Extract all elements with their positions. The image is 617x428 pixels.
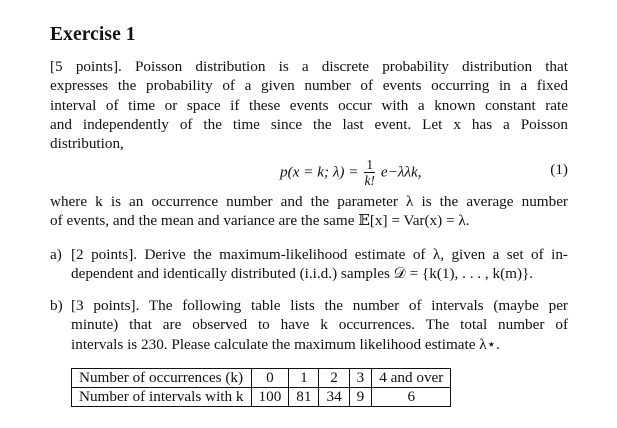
table-row (72, 369, 451, 388)
part-a-line: dependent and identically distributed (i.i.d.) samples 𝒟 = {k(1), . . . , k(m)}. (71, 265, 534, 283)
table-cell: 1 (289, 369, 319, 388)
table-row-label: Number of intervals with k (72, 388, 252, 407)
table-cell: 4 and over (372, 369, 451, 388)
table-cell: 34 (319, 388, 349, 407)
part-a-line: [2 points]. Derive the maximum-likelihood estimate of λ, given a set of in- (71, 246, 568, 263)
intro-line: distribution, (50, 135, 124, 153)
fraction-numerator: 1 (366, 157, 374, 172)
part-b (50, 296, 568, 356)
equation-fraction (364, 158, 375, 188)
part-a-text (71, 245, 568, 284)
equation-number: (1) (550, 161, 568, 178)
part-b-line: [3 points]. The following table lists the number of intervals (maybe per (71, 297, 568, 314)
after-eq-line: where k is an occurrence number and the parameter λ is the average number (50, 193, 568, 210)
table-cell: 9 (349, 388, 372, 407)
fraction-denominator: k! (364, 173, 375, 188)
equation-body (280, 158, 422, 188)
part-a (50, 245, 568, 285)
intro-line: [5 points]. Poisson distribution is a discrete probability distribution that (50, 58, 568, 75)
table-row-label: Number of occurrences (k) (72, 369, 252, 388)
table-cell: 6 (372, 388, 451, 407)
intro-line: and independently of the time since the last event. Let x has a Poisson (50, 115, 568, 133)
part-b-line: minute) that are observed to have k occurrences. The total number of (71, 316, 568, 334)
exercise-title: Exercise 1 (50, 24, 136, 45)
poisson-equation (50, 152, 568, 192)
after-eq-line: of events, and the mean and variance are the same 𝔼[x] = Var(x) = λ. (50, 212, 470, 230)
table-cell: 0 (251, 369, 289, 388)
part-b-text (71, 296, 568, 354)
table-cell: 81 (289, 388, 319, 407)
part-b-line: intervals is 230. Please calculate the maximum likelihood estimate λ⋆. (71, 335, 500, 353)
after-equation-paragraph (50, 192, 568, 231)
equation-rhs: e−λλk, (380, 163, 422, 181)
part-a-marker: a) (50, 246, 62, 263)
part-b-marker: b) (50, 297, 63, 314)
intro-paragraph (50, 57, 568, 153)
equation-lhs: p(x = k; λ) = (280, 163, 359, 181)
occurrence-table (71, 368, 451, 407)
intro-line: expresses the probability of a given number of events occurring in a fixed (50, 77, 568, 95)
table-cell: 3 (349, 369, 372, 388)
table-row (72, 388, 451, 407)
table-cell: 2 (319, 369, 349, 388)
table-cell: 100 (251, 388, 289, 407)
intro-line: interval of time or space if these events occur with a known constant rate (50, 96, 568, 114)
